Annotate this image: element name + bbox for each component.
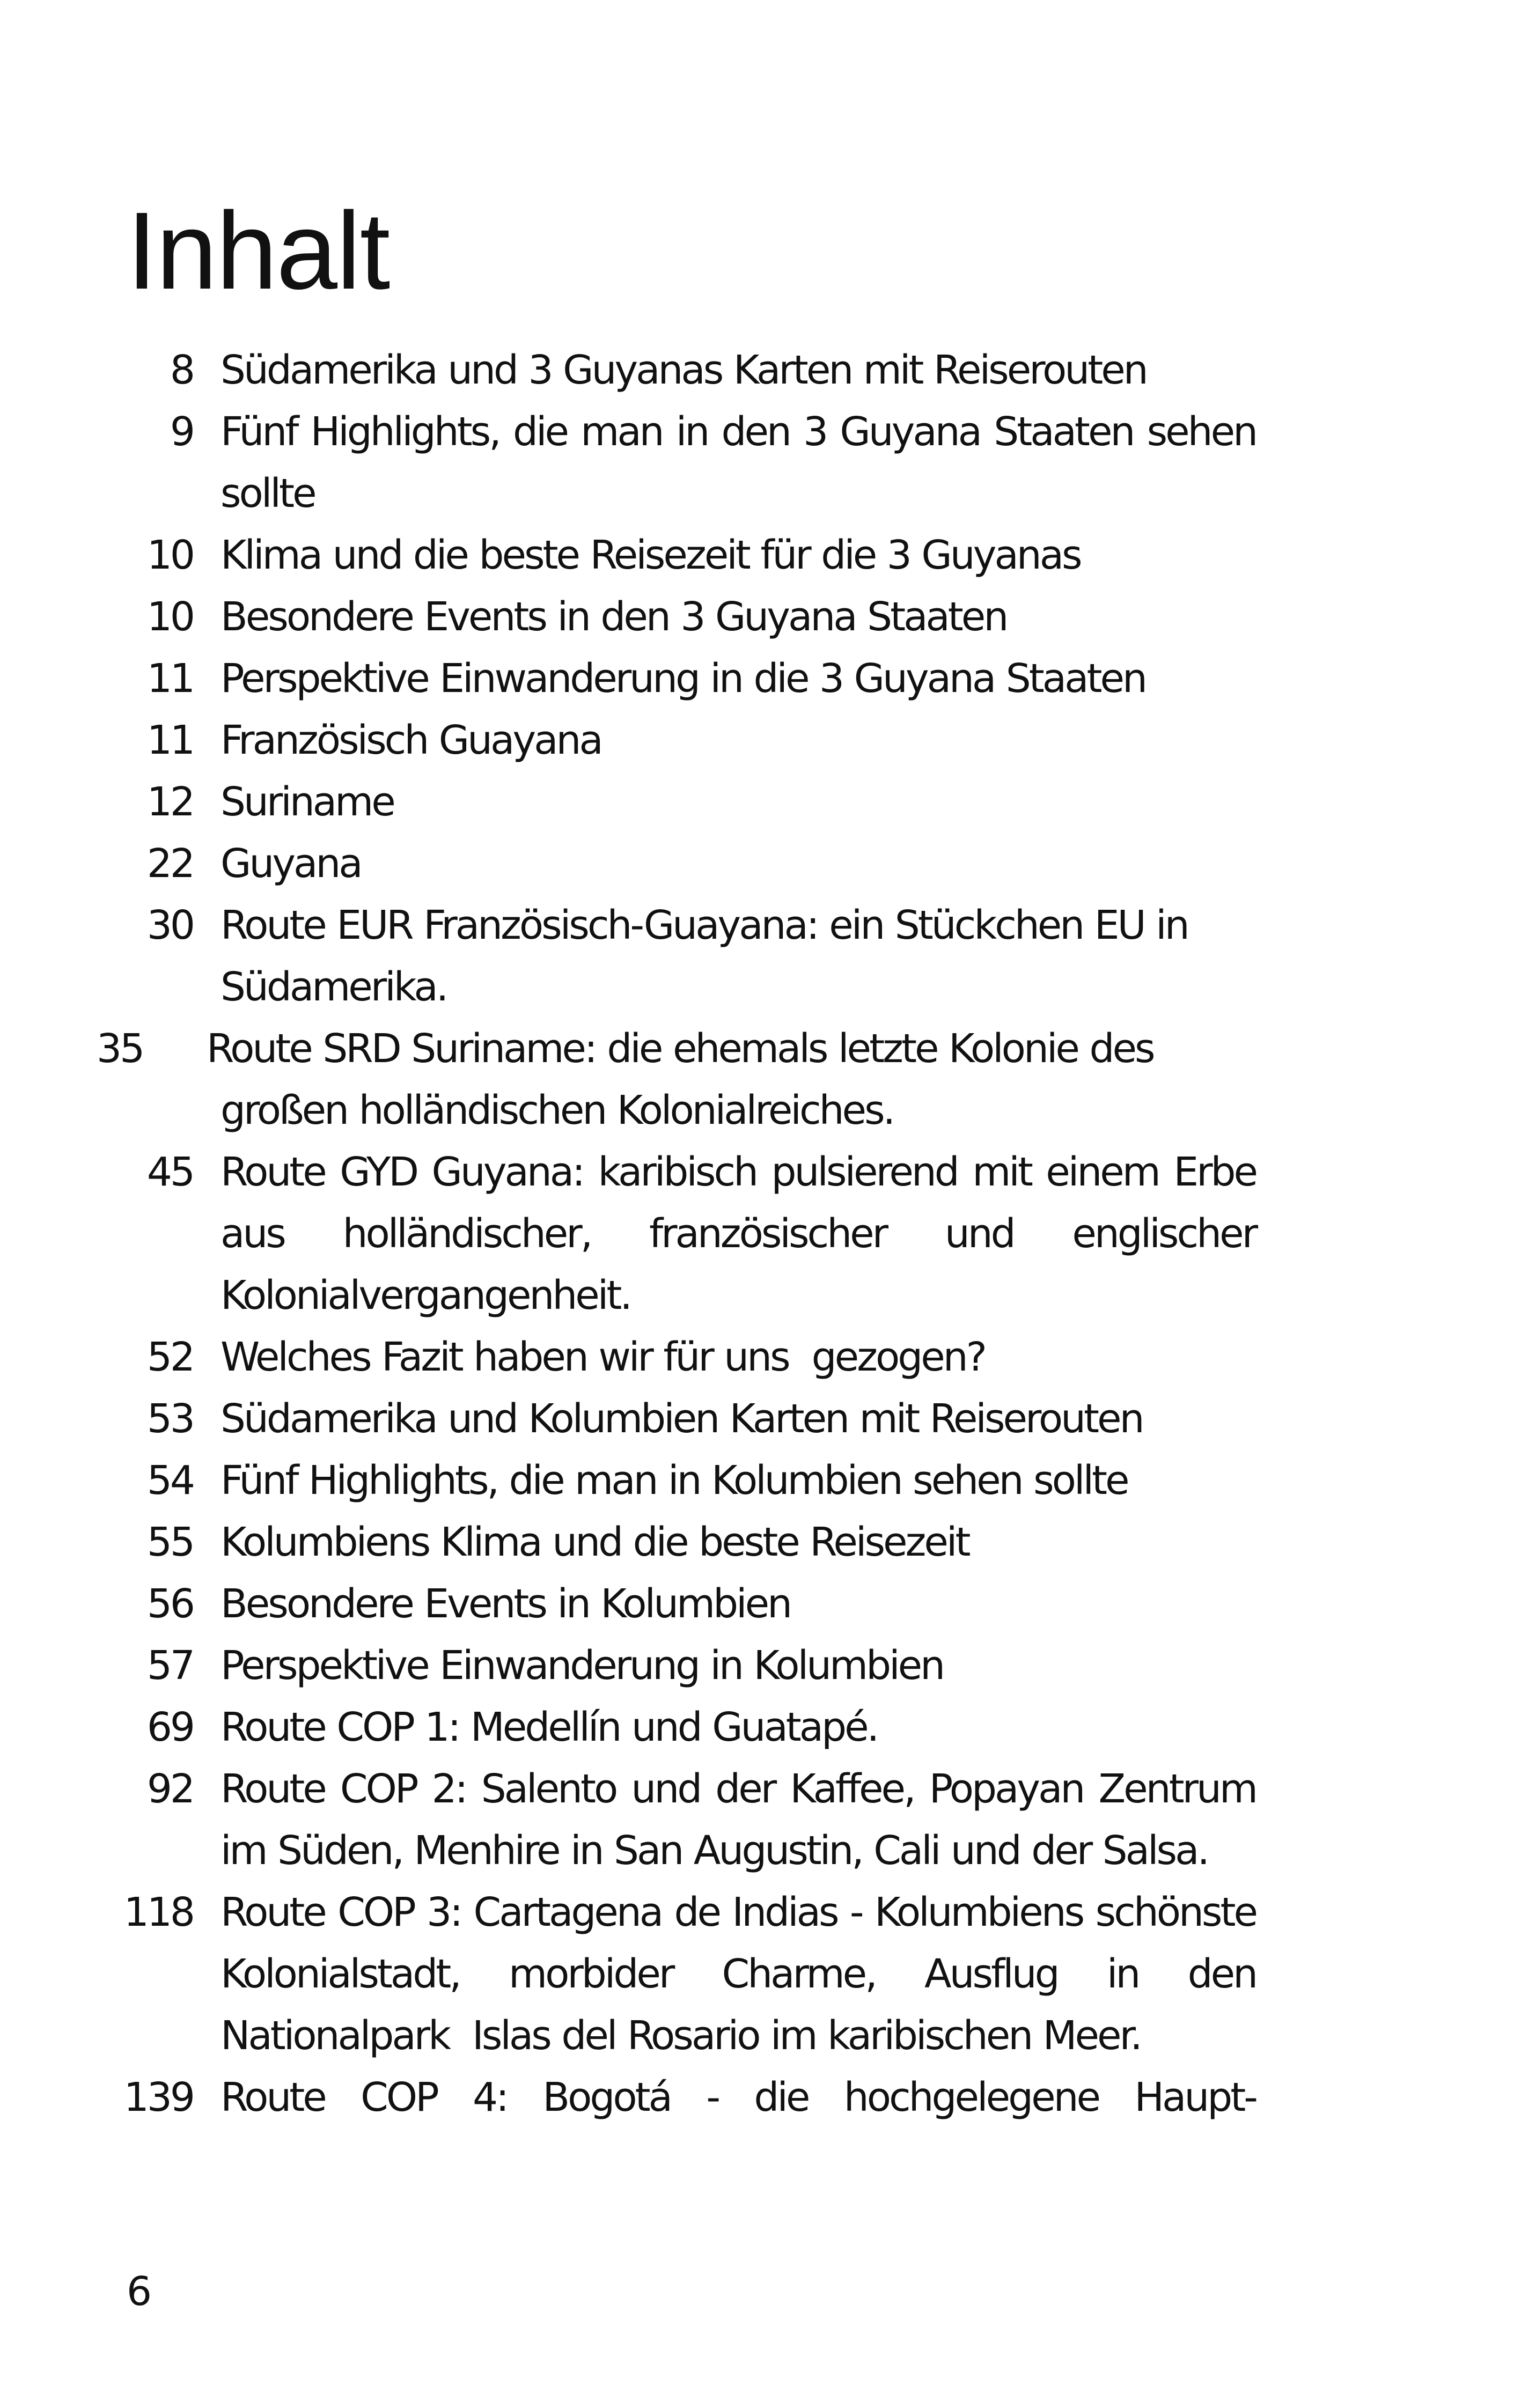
toc-entry xyxy=(0,833,1521,895)
toc-title: Fünf Highlights, die man in Kolumbien sehen sollte xyxy=(221,1457,1128,1504)
toc-entry xyxy=(0,2067,1521,2129)
toc-page-number: 118 xyxy=(123,1889,193,1935)
toc-entry xyxy=(0,1882,1521,2067)
toc-title-line: großen holländischen Kolonialreiches. xyxy=(221,1087,894,1133)
toc-title: Route COP 1: Medellín und Guatapé. xyxy=(221,1704,878,1750)
toc-title: Besondere Events in Kolumbien xyxy=(221,1581,791,1627)
toc-page-number: 22 xyxy=(146,841,193,887)
toc-entry xyxy=(0,340,1521,401)
toc-page-number: 9 xyxy=(170,409,193,455)
toc-entry xyxy=(0,1573,1521,1635)
toc-title: Besondere Events in den 3 Guyana Staaten xyxy=(221,594,1007,640)
toc-page-number: 10 xyxy=(146,594,193,640)
table-of-contents xyxy=(0,340,1521,2129)
toc-page-number: 53 xyxy=(146,1396,193,1442)
toc-entry xyxy=(0,525,1521,586)
toc-title: Perspektive Einwanderung in die 3 Guyana Staaten xyxy=(221,656,1145,702)
toc-page-number: 56 xyxy=(146,1581,193,1627)
toc-title: Französisch Guayana xyxy=(221,717,601,763)
toc-title-line: Route SRD Suriname: die ehemals letzte Kolonie des xyxy=(207,1026,1153,1072)
toc-title: Route EUR Französisch-Guayana: ein Stückchen EU in Südamerika. xyxy=(221,902,1188,1010)
toc-page-number: 139 xyxy=(123,2074,193,2120)
toc-entry xyxy=(0,1758,1521,1882)
toc-page-number: 8 xyxy=(170,347,193,393)
toc-entry xyxy=(0,1018,1521,1142)
toc-page-number: 52 xyxy=(146,1334,193,1380)
toc-page-number: 30 xyxy=(146,902,193,948)
toc-entry xyxy=(0,771,1521,833)
toc-page-number: 55 xyxy=(146,1519,193,1565)
toc-page-number: 45 xyxy=(146,1149,193,1195)
toc-entry xyxy=(0,1512,1521,1573)
toc-entry xyxy=(0,1327,1521,1388)
toc-entry xyxy=(0,895,1521,1018)
toc-page-number: 12 xyxy=(146,779,193,825)
toc-title: Route GYD Guyana: karibisch pulsierend mit einem Erbe aus holländischer, französischer und englischer Kolonialvergangenheit. xyxy=(221,1149,1256,1319)
toc-title: Route COP 3: Cartagena de Indias - Kolumbiens schönste Kolonialstadt, morbider Charme, Ausflug in den Nationalpark Islas del Rosario im karibischen Meer. xyxy=(221,1889,1268,2059)
toc-title: Route COP 4: Bogotá - die hochgelegene Haupt- xyxy=(221,2074,1256,2120)
toc-page-number: 92 xyxy=(146,1766,193,1812)
toc-entry xyxy=(0,1635,1521,1697)
toc-title: Kolumbiens Klima und die beste Reisezeit xyxy=(221,1519,969,1565)
toc-title: Suriname xyxy=(221,779,394,825)
toc-page-number: 35 xyxy=(97,1026,143,1072)
toc-entry xyxy=(0,648,1521,710)
toc-title: Welches Fazit haben wir für uns gezogen? xyxy=(221,1334,985,1380)
toc-entry xyxy=(0,1142,1521,1327)
page-title: Inhalt xyxy=(127,189,390,312)
toc-title xyxy=(0,1018,1153,1142)
toc-title: Fünf Highlights, die man in den 3 Guyana Staaten sehen sollte xyxy=(221,409,1256,517)
toc-entry xyxy=(0,1388,1521,1450)
toc-entry xyxy=(0,1450,1521,1512)
toc-title: Klima und die beste Reisezeit für die 3 Guyanas xyxy=(221,532,1081,578)
page-number: 6 xyxy=(127,2269,152,2315)
toc-title: Guyana xyxy=(221,841,361,887)
toc-page-number: 57 xyxy=(146,1643,193,1689)
toc-title: Route COP 2: Salento und der Kaffee, Popayan Zentrum im Süden, Menhire in San Augustin, Cali und der Salsa. xyxy=(221,1766,1256,1874)
toc-page-number: 10 xyxy=(146,532,193,578)
toc-entry xyxy=(0,401,1521,525)
toc-page-number: 11 xyxy=(146,656,193,702)
toc-title: Südamerika und 3 Guyanas Karten mit Reiserouten xyxy=(221,347,1147,393)
toc-entry xyxy=(0,710,1521,771)
toc-title: Perspektive Einwanderung in Kolumbien xyxy=(221,1643,944,1689)
toc-entry xyxy=(0,586,1521,648)
toc-title: Südamerika und Kolumbien Karten mit Reiserouten xyxy=(221,1396,1143,1442)
toc-entry xyxy=(0,1697,1521,1758)
toc-page-number: 69 xyxy=(146,1704,193,1750)
toc-page-number: 11 xyxy=(146,717,193,763)
toc-page-number: 54 xyxy=(146,1457,193,1504)
